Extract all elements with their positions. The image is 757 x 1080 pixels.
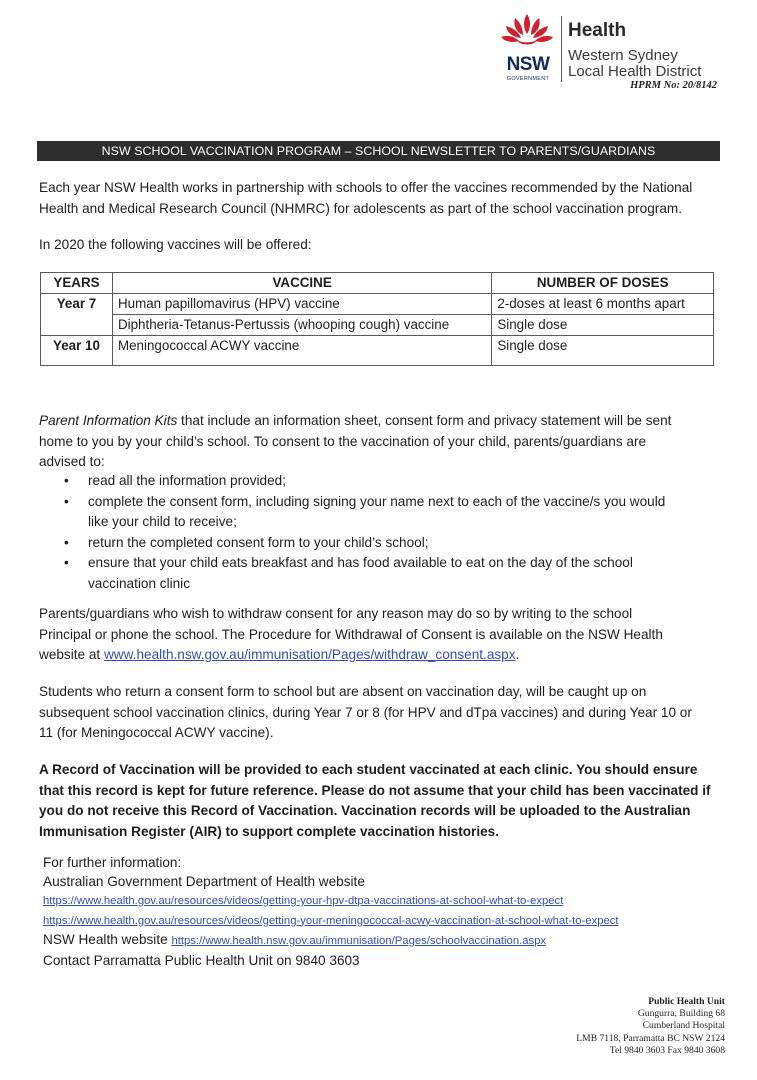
list-item-line: • ensure that your child eats breakfast and has food available to eat on the day of the school bbox=[88, 555, 633, 570]
list-item-line: like your child to receive; bbox=[88, 514, 237, 529]
record-line: Immunisation Register (AIR) to support complete vaccination histories. bbox=[39, 823, 499, 839]
intro-line: Each year NSW Health works in partnership with schools to offer the vaccines recommended by the National bbox=[39, 180, 693, 195]
cell-doses: 2-doses at least 6 months apart bbox=[492, 294, 714, 315]
footer-address-line: Gungurra, Building 68 bbox=[637, 1008, 725, 1020]
cell-vaccine: Diphtheria-Tetanus-Pertussis (whooping cough) vaccine bbox=[112, 315, 491, 336]
footer-address-line: LMB 7118, Parramatta BC NSW 2124 bbox=[576, 1032, 725, 1044]
nsw-health-website-label: NSW Health website bbox=[43, 932, 172, 947]
kits-line-rest: that include an information sheet, consent form and privacy statement will be sent bbox=[177, 413, 672, 428]
table-row bbox=[41, 336, 714, 366]
cell-year: Year 7 bbox=[41, 294, 113, 315]
nsw-health-logo bbox=[497, 10, 727, 90]
cell-year: Year 10 bbox=[41, 336, 113, 366]
logo-district-line1: Western Sydney bbox=[568, 47, 678, 64]
withdraw-suffix: . bbox=[515, 647, 520, 662]
kits-line: home to you by your child’s school. To consent to the vaccination of your child, parents/guardians are bbox=[39, 433, 647, 449]
further-information-section bbox=[43, 853, 733, 970]
cell-doses: Single dose bbox=[492, 315, 714, 336]
column-header-vaccine: VACCINE bbox=[112, 273, 491, 294]
newsletter-banner: NSW SCHOOL VACCINATION PROGRAM – SCHOOL NEWSLETTER TO PARENTS/GUARDIANS bbox=[37, 141, 720, 161]
kits-italic-label: Parent Information Kits bbox=[39, 413, 178, 428]
absent-line: Students who return a consent form to school but are absent on vaccination day, will be caught up on bbox=[39, 684, 647, 699]
logo-nsw-text: NSW bbox=[506, 54, 550, 75]
intro-line: Health and Medical Research Council (NHMRC) for adolescents as part of the school vaccination program. bbox=[39, 200, 682, 216]
withdraw-consent-link[interactable]: www.health.nsw.gov.au/immunisation/Pages/withdraw_consent.aspx bbox=[103, 647, 516, 662]
vaccines-offered-line: In 2020 the following vaccines will be offered: bbox=[39, 237, 312, 252]
kits-line: advised to: bbox=[39, 454, 105, 469]
withdraw-line bbox=[39, 645, 729, 666]
list-item bbox=[64, 533, 714, 554]
footer-unit-name: Public Health Unit bbox=[648, 996, 725, 1007]
cell-vaccine: Human papillomavirus (HPV) vaccine bbox=[112, 294, 491, 315]
school-vaccination-link[interactable]: https://www.health.nsw.gov.au/immunisation/Pages/schoolvaccination.aspx bbox=[171, 935, 547, 947]
list-item-line: • return the completed consent form to your child’s school; bbox=[88, 534, 429, 550]
logo-divider bbox=[561, 16, 562, 82]
footer-contact-line: Tel 9840 3603 Fax 9840 3608 bbox=[609, 1044, 725, 1056]
meningococcal-video-link[interactable]: https://www.health.gov.au/resources/videos/getting-your-meningococcal-acwy-vaccination-at-school-what-to-expect bbox=[43, 914, 619, 927]
record-of-vaccination-paragraph bbox=[39, 760, 729, 842]
hpv-dtpa-video-link[interactable]: https://www.health.gov.au/resources/videos/getting-your-hpv-dtpa-vaccinations-at-school-what-to-expect bbox=[43, 895, 564, 907]
logo-government-text: GOVERNMENT bbox=[506, 76, 550, 82]
cell-year bbox=[41, 315, 113, 336]
absent-students-paragraph bbox=[39, 682, 729, 744]
table-row bbox=[41, 294, 714, 315]
list-item bbox=[64, 471, 714, 492]
logo-district-text bbox=[568, 48, 733, 80]
footer-address-line: Cumberland Hospital bbox=[642, 1020, 725, 1032]
withdraw-consent-paragraph bbox=[39, 604, 729, 666]
vaccine-table bbox=[40, 272, 714, 366]
record-line: you do not receive this Record of Vaccination. Vaccination records will be uploaded to the Australian bbox=[39, 803, 691, 818]
department-website-label: Australian Government Department of Health website bbox=[43, 874, 365, 889]
hprm-number: HPRM No: 20/8142 bbox=[630, 80, 717, 91]
table-header-row bbox=[41, 273, 714, 294]
consent-steps-list bbox=[64, 471, 714, 594]
absent-line: subsequent school vaccination clinics, during Year 7 or 8 (for HPV and dTpa vaccines) and during Year 10 or bbox=[39, 704, 692, 720]
cell-vaccine: Meningococcal ACWY vaccine bbox=[112, 336, 491, 366]
record-line: that this record is kept for future reference. Please do not assume that your child has been vaccinated if bbox=[39, 782, 711, 798]
public-health-unit-address bbox=[520, 996, 725, 1057]
cell-doses: Single dose bbox=[492, 336, 714, 366]
column-header-doses: NUMBER OF DOSES bbox=[492, 273, 714, 294]
absent-line: 11 (for Meningococcal ACWY vaccine). bbox=[39, 725, 274, 740]
record-line: A Record of Vaccination will be provided to each student vaccinated at each clinic. You should ensure bbox=[39, 762, 698, 777]
withdraw-line: Parents/guardians who wish to withdraw consent for any reason may do so by writing to the school bbox=[39, 606, 633, 621]
withdraw-line: Principal or phone the school. The Procedure for Withdrawal of Consent is available on the NSW Health bbox=[39, 626, 663, 642]
contact-phone-line: Contact Parramatta Public Health Unit on 9840 3603 bbox=[43, 953, 360, 968]
column-header-years: YEARS bbox=[41, 273, 113, 294]
information-kits-paragraph bbox=[39, 411, 729, 473]
intro-paragraph bbox=[39, 178, 729, 219]
list-item-line: • read all the information provided; bbox=[88, 473, 286, 488]
logo-district-line2: Local Health District bbox=[568, 63, 702, 80]
list-item-line: • complete the consent form, including signing your name next to each of the vaccine/s you would bbox=[88, 493, 666, 509]
withdraw-prefix: website at bbox=[39, 647, 104, 662]
table-row bbox=[41, 315, 714, 336]
further-heading: For further information: bbox=[43, 855, 182, 870]
kits-line bbox=[39, 411, 729, 432]
list-item-line: vaccination clinic bbox=[88, 575, 190, 591]
logo-health-text: Health bbox=[568, 20, 627, 41]
list-item bbox=[64, 492, 714, 533]
list-item bbox=[64, 553, 714, 594]
